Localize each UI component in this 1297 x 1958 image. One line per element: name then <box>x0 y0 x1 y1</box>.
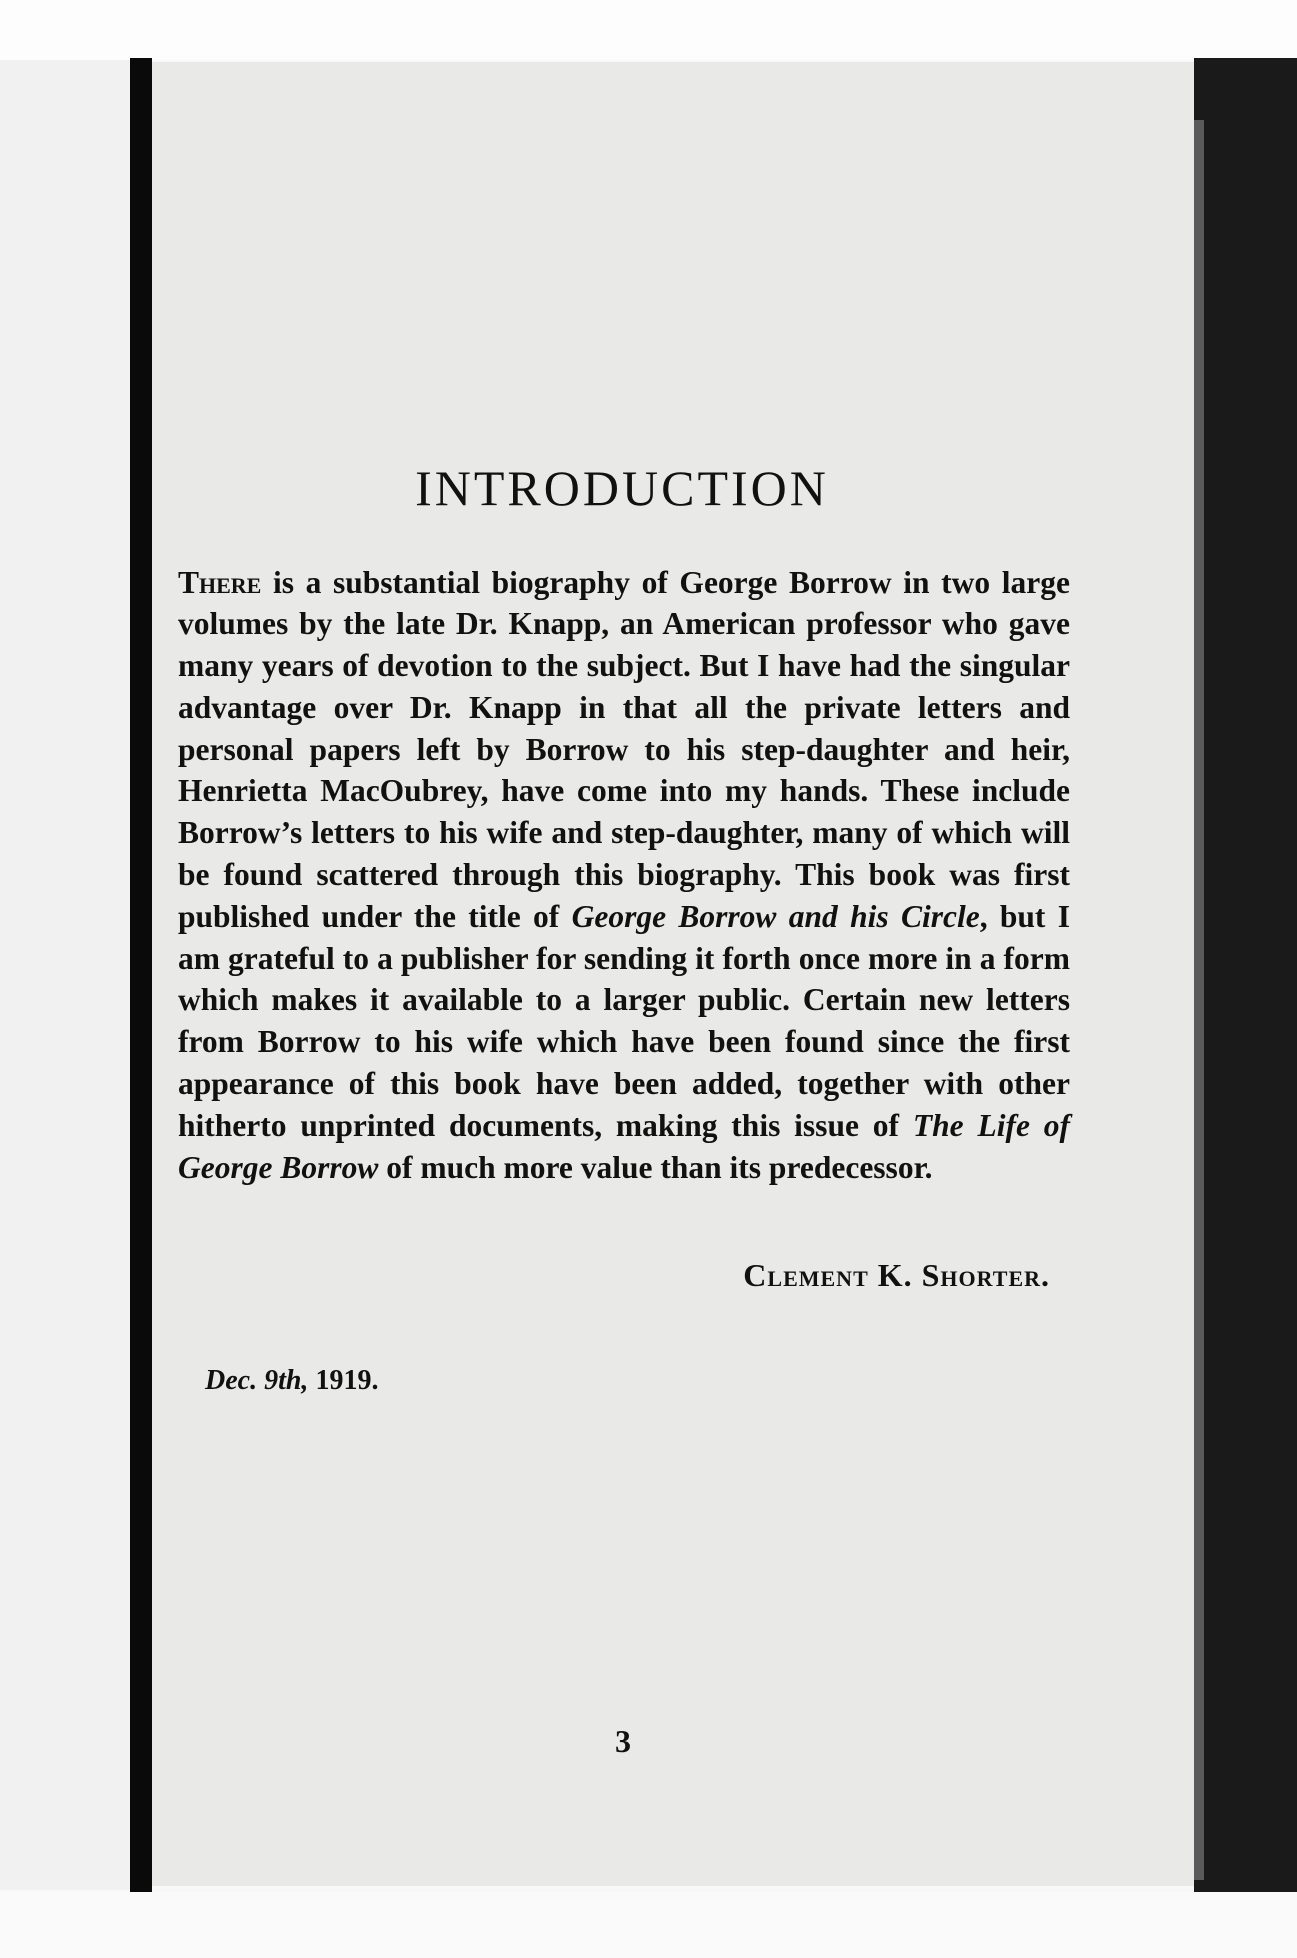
right-page-edge <box>1194 58 1297 1896</box>
paragraph-part-3: of much more value than its predecessor. <box>378 1149 933 1185</box>
left-margin <box>0 60 130 1890</box>
paragraph-part-1: is a substantial biography of George Borrow in two large volumes by the late Dr. Knapp, an American professor who gave many years of devotion to the subject. But I have had the singular advantage over Dr. Knapp in that all the private letters and personal papers left by Borrow to his step-daughter and heir, Henrietta MacOubrey, have come into my hands. These include Borrow’s letters to his wife and step-daughter, many of which will be found scattered through this biography. This book was first published under the title of <box>178 564 1070 934</box>
book-title-life: The Life of George Borrow <box>178 1107 1071 1185</box>
date-line <box>205 1365 378 1397</box>
right-page-edge-inner <box>1194 120 1204 1880</box>
author-signature: Clement K. Shorter. <box>743 1257 1050 1293</box>
book-title-circle: George Borrow and his Circle <box>571 898 980 934</box>
page-title: INTRODUCTION <box>415 459 829 516</box>
lead-word: There <box>178 564 262 600</box>
binding-shadow <box>130 58 152 1896</box>
page-number: 3 <box>615 1723 631 1759</box>
bottom-margin <box>0 1892 1297 1958</box>
date-year: 1919. <box>308 1365 379 1396</box>
paragraph-part-2: , but I am grateful to a publisher for sending it forth once more in a form which makes it available to a larger public. Certain new letters from Borrow to his wife which have been found since the first appearance of this book have been added, together with other hitherto unprinted documents, making this issue of <box>178 898 1070 1143</box>
introduction-paragraph <box>178 562 1070 1189</box>
date-month: Dec. 9th, <box>205 1365 309 1396</box>
top-margin <box>0 0 1297 60</box>
